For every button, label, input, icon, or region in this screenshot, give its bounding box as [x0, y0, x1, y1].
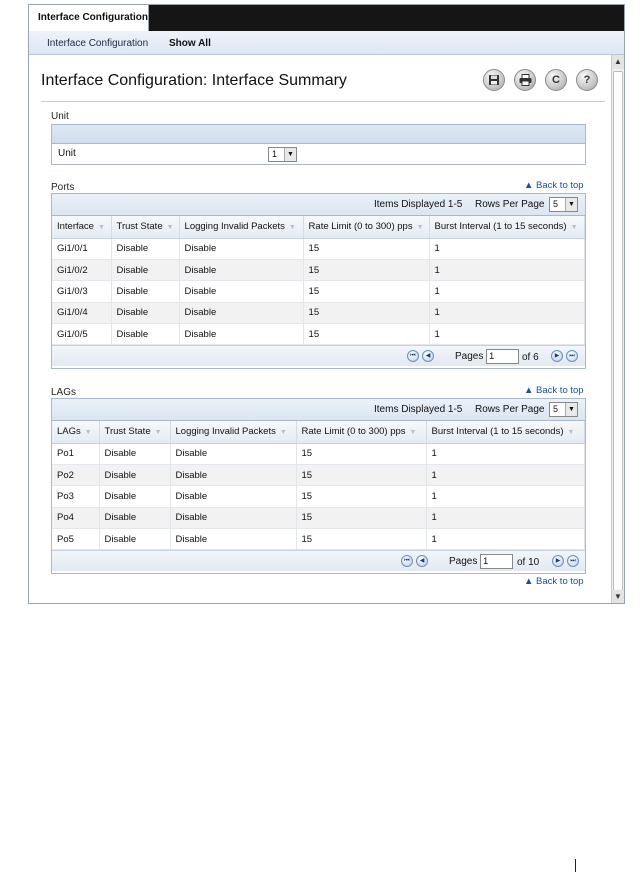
cell-logging: Disable: [170, 529, 296, 550]
column-header-logging-invalid-packets[interactable]: Logging Invalid Packets ▼: [179, 216, 303, 238]
table-row[interactable]: [52, 259, 585, 280]
lags-rows-per-page-select[interactable]: [549, 402, 578, 417]
table-row[interactable]: [52, 486, 585, 507]
next-page-icon[interactable]: ▶: [551, 350, 563, 362]
lags-section-label: LAGs: [51, 387, 77, 398]
ports-items-displayed: Items Displayed 1-5: [374, 199, 463, 210]
cell-logging: Disable: [179, 238, 303, 259]
lags-panel: [51, 398, 586, 574]
unit-panel: [51, 124, 586, 165]
cell-interface: Gi1/0/3: [52, 281, 111, 302]
ports-pages-label: Pages: [455, 351, 484, 363]
lags-table-header: [52, 421, 585, 443]
cell-trust-state: Disable: [99, 486, 170, 507]
column-header-burst-interval[interactable]: Burst Interval (1 to 15 seconds) ▼: [429, 216, 584, 238]
lags-rows-per-page-label: Rows Per Page: [475, 404, 545, 415]
cell-trust-state: Disable: [111, 259, 179, 280]
cell-trust-state: Disable: [111, 281, 179, 302]
ports-back-to-top-link[interactable]: ▲ Back to top: [524, 180, 584, 191]
page-title: Interface Configuration: Interface Summary: [41, 72, 347, 89]
cell-trust-state: Disable: [111, 302, 179, 323]
next-page-icon[interactable]: ▶: [552, 555, 564, 567]
table-row[interactable]: [52, 443, 585, 464]
cell-interface: Gi1/0/5: [52, 324, 111, 345]
subnav-interface-configuration[interactable]: Interface Configuration: [47, 38, 149, 49]
unit-label: Unit: [58, 148, 76, 159]
cell-rate-limit: 15: [303, 324, 429, 345]
column-header-rate-limit[interactable]: Rate Limit (0 to 300) pps ▼: [296, 421, 426, 443]
first-page-icon[interactable]: ⏮: [401, 555, 413, 567]
cell-burst-interval: 1: [429, 259, 584, 280]
ports-table: [52, 216, 585, 345]
cell-rate-limit: 15: [303, 238, 429, 259]
cell-logging: Disable: [170, 443, 296, 464]
cell-trust-state: Disable: [111, 238, 179, 259]
ports-pager: [52, 345, 585, 366]
print-icon[interactable]: [514, 69, 536, 91]
cell-lag: Po2: [52, 464, 99, 485]
unit-section-label: Unit: [51, 111, 69, 122]
column-header-trust-state[interactable]: Trust State ▼: [111, 216, 179, 238]
help-icon[interactable]: ?: [576, 69, 598, 91]
cell-burst-interval: 1: [429, 324, 584, 345]
scroll-down-icon[interactable]: ▼: [612, 590, 624, 604]
cell-rate-limit: 15: [303, 281, 429, 302]
sub-navigation: [29, 31, 624, 55]
table-row[interactable]: [52, 464, 585, 485]
cell-burst-interval: 1: [426, 443, 585, 464]
scroll-thumb[interactable]: [613, 71, 623, 591]
column-header-interface[interactable]: Interface ▼: [52, 216, 111, 238]
last-page-icon[interactable]: ⏭: [566, 350, 578, 362]
cell-trust-state: Disable: [99, 464, 170, 485]
cell-logging: Disable: [179, 259, 303, 280]
cell-logging: Disable: [179, 302, 303, 323]
lags-table: [52, 421, 585, 550]
ports-page-count: of 6: [522, 352, 539, 364]
table-row[interactable]: [52, 324, 585, 345]
cell-rate-limit: 15: [296, 443, 426, 464]
cell-trust-state: Disable: [99, 529, 170, 550]
cell-interface: Gi1/0/4: [52, 302, 111, 323]
first-page-icon[interactable]: ⏮: [407, 350, 419, 362]
refresh-icon[interactable]: C: [545, 69, 567, 91]
column-header-logging-invalid-packets[interactable]: Logging Invalid Packets ▼: [170, 421, 296, 443]
vertical-scrollbar[interactable]: [611, 55, 624, 604]
table-row[interactable]: [52, 238, 585, 259]
cell-burst-interval: 1: [429, 238, 584, 259]
back-to-top-label: Back to top: [536, 385, 584, 396]
table-row[interactable]: [52, 302, 585, 323]
back-to-top-label: Back to top: [536, 180, 584, 191]
chevron-down-icon: ▼: [284, 148, 296, 161]
previous-page-icon[interactable]: ◀: [422, 350, 434, 362]
lags-rows-per-page-value: 5: [553, 404, 559, 414]
lags-pager: [52, 550, 585, 571]
lags-back-to-top-link[interactable]: ▲ Back to top: [524, 385, 584, 396]
lags-items-displayed: Items Displayed 1-5: [374, 404, 463, 415]
lags-page-count: of 10: [517, 557, 540, 569]
cell-rate-limit: 15: [296, 529, 426, 550]
last-page-icon[interactable]: ⏭: [567, 555, 579, 567]
ports-page-input[interactable]: 1: [486, 349, 519, 364]
cell-lag: Po4: [52, 507, 99, 528]
cell-rate-limit: 15: [303, 302, 429, 323]
ports-rows-per-page-value: 5: [553, 199, 559, 209]
cell-lag: Po1: [52, 443, 99, 464]
scroll-up-icon[interactable]: ▲: [612, 55, 624, 69]
cell-burst-interval: 1: [426, 529, 585, 550]
cell-burst-interval: 1: [429, 281, 584, 302]
unit-panel-header: [52, 125, 585, 144]
chevron-down-icon: ▼: [565, 198, 577, 211]
lags-items-bar: [52, 399, 585, 421]
cell-rate-limit: 15: [303, 259, 429, 280]
table-row[interactable]: [52, 529, 585, 550]
cell-lag: Po3: [52, 486, 99, 507]
ports-rows-per-page-select[interactable]: [549, 197, 578, 212]
ports-section-label: Ports: [51, 182, 75, 193]
cell-trust-state: Disable: [99, 443, 170, 464]
column-header-burst-interval[interactable]: Burst Interval (1 to 15 seconds) ▼: [426, 421, 585, 443]
back-to-top-label: Back to top: [536, 576, 584, 587]
cell-rate-limit: 15: [296, 486, 426, 507]
page-footer-rule: [575, 859, 576, 872]
cell-trust-state: Disable: [99, 507, 170, 528]
column-header-rate-limit[interactable]: Rate Limit (0 to 300) pps ▼: [303, 216, 429, 238]
unit-select-value: 1: [272, 149, 278, 159]
cell-logging: Disable: [179, 281, 303, 302]
cell-logging: Disable: [170, 507, 296, 528]
lags-pages-label: Pages: [449, 556, 478, 568]
cell-interface: Gi1/0/2: [52, 259, 111, 280]
cell-burst-interval: 1: [429, 302, 584, 323]
cell-burst-interval: 1: [426, 507, 585, 528]
ports-table-header: [52, 216, 585, 238]
unit-row: [52, 144, 585, 164]
column-header-trust-state[interactable]: Trust State ▼: [99, 421, 170, 443]
lags-page-input[interactable]: 1: [480, 554, 513, 569]
ports-items-bar: [52, 194, 585, 216]
tab-interface-configuration[interactable]: Interface Configuration: [29, 5, 149, 32]
cell-logging: Disable: [179, 324, 303, 345]
cell-trust-state: Disable: [111, 324, 179, 345]
table-row[interactable]: [52, 281, 585, 302]
cell-lag: Po5: [52, 529, 99, 550]
app-frame: [28, 4, 625, 604]
cell-burst-interval: 1: [426, 464, 585, 485]
unit-select[interactable]: [268, 147, 297, 162]
title-divider: [41, 101, 605, 102]
table-row[interactable]: [52, 507, 585, 528]
bottom-back-to-top-link[interactable]: ▲ Back to top: [524, 576, 584, 587]
previous-page-icon[interactable]: ◀: [416, 555, 428, 567]
save-icon[interactable]: [483, 69, 505, 91]
cell-burst-interval: 1: [426, 486, 585, 507]
cell-interface: Gi1/0/1: [52, 238, 111, 259]
cell-logging: Disable: [170, 486, 296, 507]
chevron-down-icon: ▼: [565, 403, 577, 416]
cell-logging: Disable: [170, 464, 296, 485]
ports-rows-per-page-label: Rows Per Page: [475, 199, 545, 210]
cell-rate-limit: 15: [296, 464, 426, 485]
column-header-lags[interactable]: LAGs ▼: [52, 421, 99, 443]
ports-panel: [51, 193, 586, 369]
cell-rate-limit: 15: [296, 507, 426, 528]
tab-bar: [29, 5, 624, 31]
subnav-show-all[interactable]: Show All: [169, 38, 211, 49]
